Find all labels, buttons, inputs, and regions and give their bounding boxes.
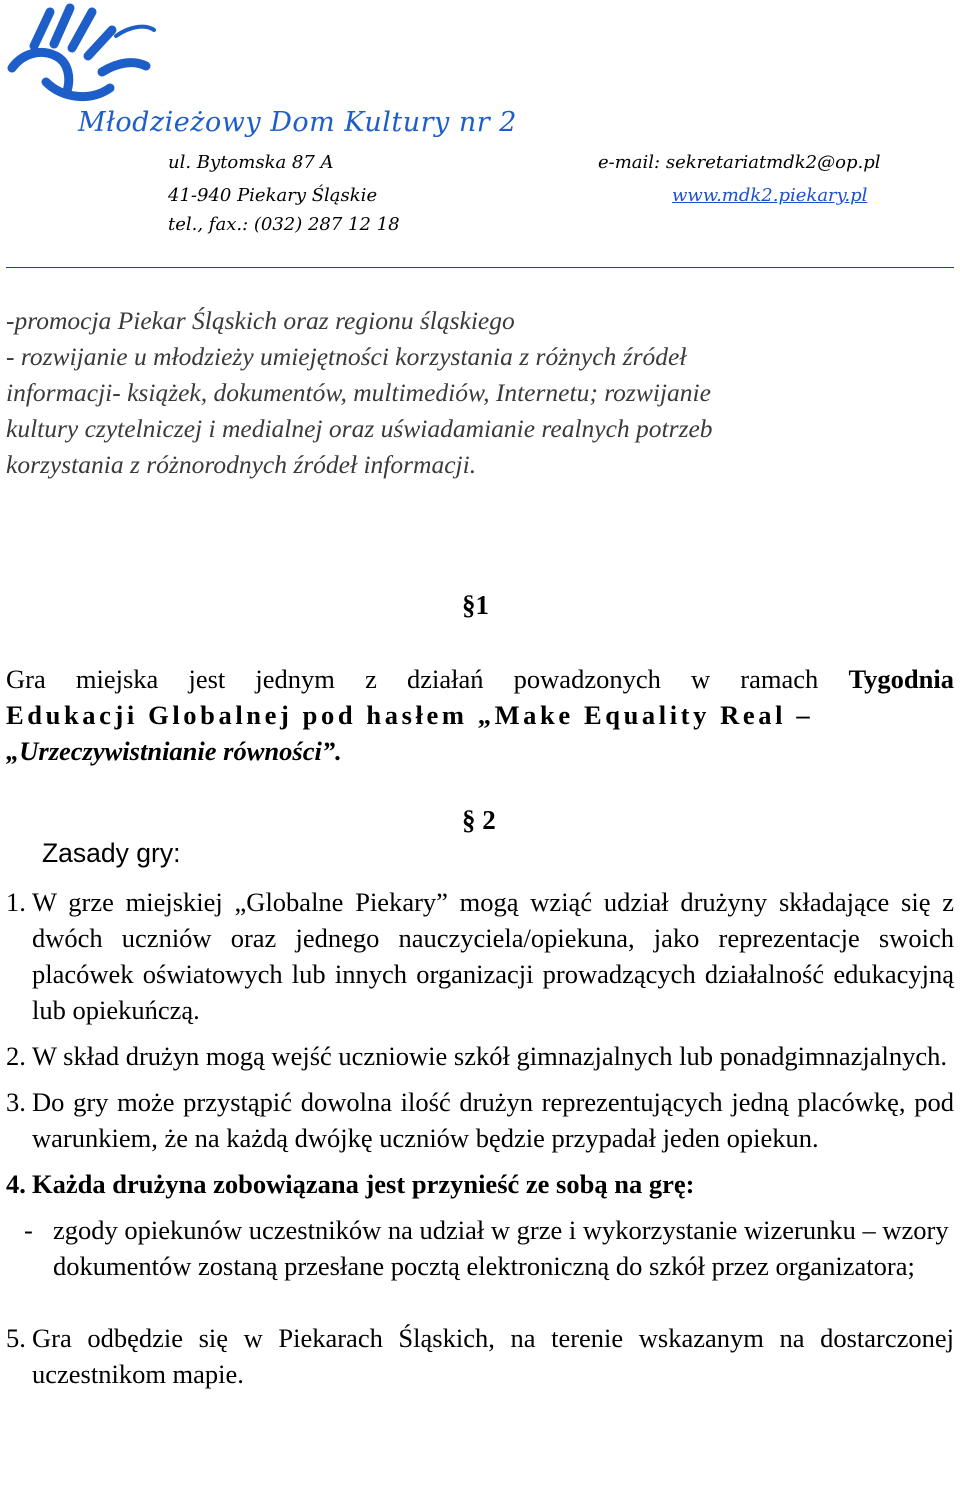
intro-line: - rozwijanie u młodzieży umiejętności korzystania z różnych źródeł [6,342,687,371]
list-text: Każda drużyna zobowiązana jest przynieść ze sobą na grę: [32,1169,695,1199]
list-number: 3. [6,1087,26,1117]
website-link[interactable]: www.mdk2.piekary.pl [672,185,868,206]
sub-list-item [6,1212,954,1284]
list-item [6,1038,954,1074]
sub-list-text: zgody opiekunów uczestników na udział w grze i wykorzystanie wizerunku – wzory dokumentów zostaną przesłane pocztą elektroniczną do szkół przez organizatora; [53,1215,949,1281]
phone-fax: tel., fax.: (032) 287 12 18 [168,214,400,235]
rules-title: Zasady gry: [42,838,181,868]
section-1-text [6,661,954,769]
address-city: 41-940 Piekary Śląskie [168,185,378,206]
organization-name: Młodzieżowy Dom Kultury nr 2 [78,107,517,138]
list-item [6,884,954,1028]
dash-bullet: - [24,1215,33,1245]
section-number: 1 [475,590,489,620]
list-text: W grze miejskiej „Globalne Piekary” mogą wziąć udział drużyny składające się z dwóch uczniów oraz jednego nauczyciela/opiekuna, jako reprezentacje swoich placówek oświatowych lub innych organizacji prowadzących działalność edukacyjną lub opiekuńczą. [32,887,954,1025]
list-item [6,1320,954,1392]
address-street: ul. Bytomska 87 A [168,152,334,173]
intro-goals [6,303,954,483]
list-item [6,1084,954,1156]
rules-list [6,884,954,1402]
list-text: W skład drużyn mogą wejść uczniowie szkół gimnazjalnych lub ponadgimnazjalnych. [32,1041,947,1071]
list-number: 5. [6,1323,26,1353]
intro-line: korzystania z różnorodnych źródeł informacji. [6,450,477,479]
list-number: 1. [6,887,26,917]
intro-line: kultury czytelniczej i medialnej oraz uświadamianie realnych potrzeb [6,414,713,443]
header-divider [6,267,954,268]
section-1-heading [462,590,489,621]
email-address[interactable]: e-mail: sekretariatmdk2@op.pl [598,152,881,173]
section-1-line-3: „Urzeczywistnianie równości”. [6,736,342,766]
list-text: Gra odbędzie się w Piekarach Śląskich, na terenie wskazanym na dostarczonej uczestnikom mapie. [32,1323,954,1389]
section-1-line-2: Edukacji Globalnej pod hasłem „Make Equality Real – [6,700,814,730]
intro-line: -promocja Piekar Śląskich oraz regionu śląskiego [6,306,515,335]
list-number: 2. [6,1041,26,1071]
section-symbol: § [462,590,476,620]
section-number: 2 [482,805,496,835]
section-1-line-1 [6,661,954,697]
section-2-heading [462,805,496,836]
list-item [6,1166,954,1202]
list-number: 4. [6,1169,26,1199]
section-1-text-regular: Gra miejska jest jednym z działań powadzonych w ramach [6,664,849,694]
mdk-logo-hand-icon [6,2,156,114]
section-symbol: § [462,805,476,835]
intro-line: informacji- książek, dokumentów, multimediów, Internetu; rozwijanie [6,378,711,407]
list-text: Do gry może przystąpić dowolna ilość drużyn reprezentujących jedną placówkę, pod warunkiem, że na każdą dwójkę uczniów będzie przypadał jeden opiekun. [32,1087,954,1153]
section-1-text-bold: Tygodnia [848,664,954,694]
